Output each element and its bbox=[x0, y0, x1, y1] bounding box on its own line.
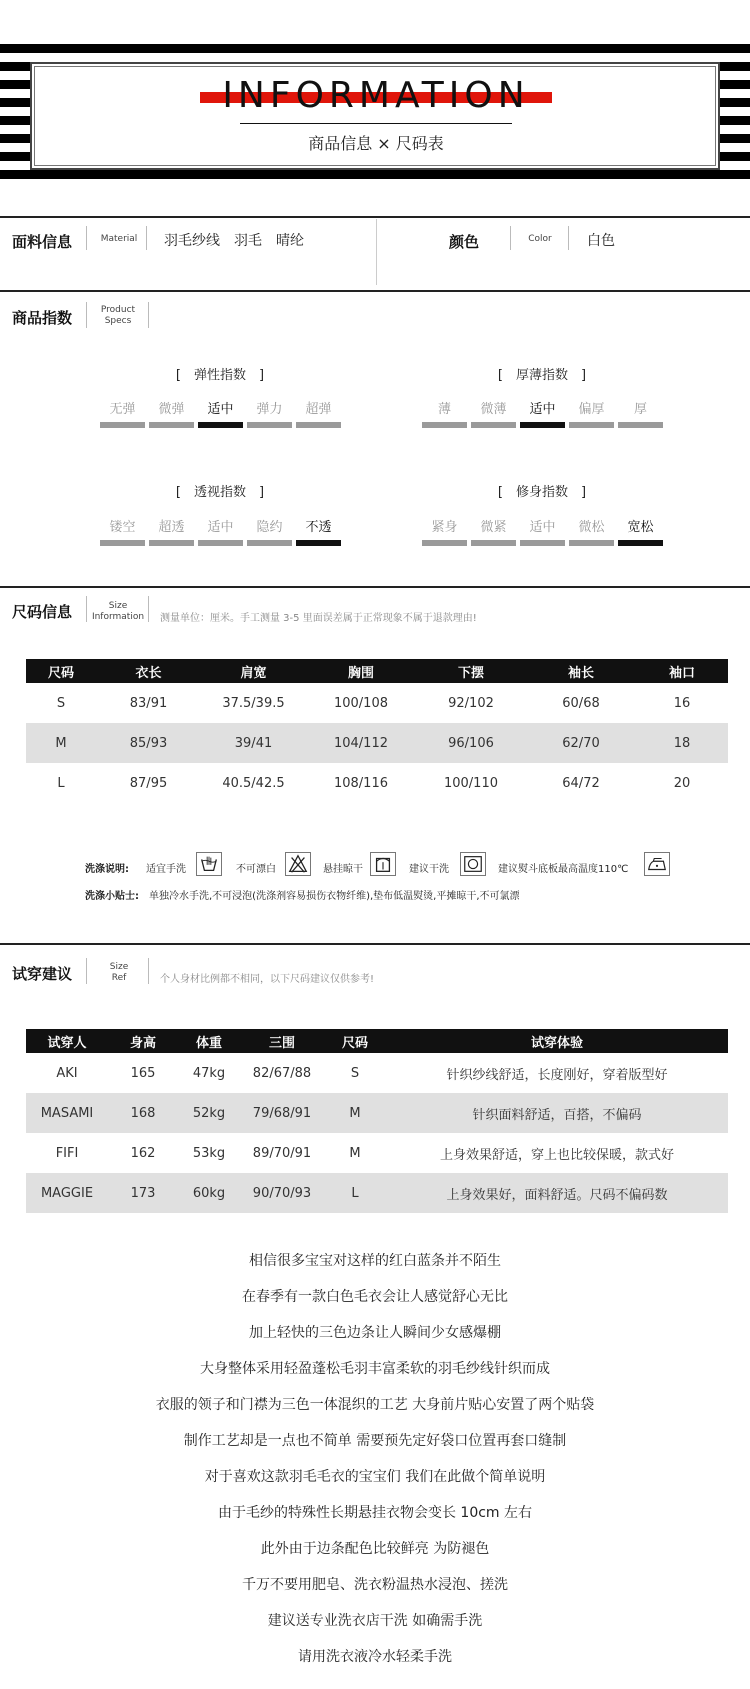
divider bbox=[86, 302, 87, 328]
table-cell: 162 bbox=[130, 1145, 156, 1161]
table-cell: MASAMI bbox=[26, 1093, 108, 1133]
table-cell: 108/116 bbox=[333, 775, 388, 791]
care-item-hand-wash: 适宜手洗 bbox=[146, 864, 186, 875]
scale-option-label: 弹力 bbox=[256, 402, 283, 417]
care-label: 洗涤说明: bbox=[85, 864, 129, 875]
divider bbox=[0, 943, 750, 945]
try-on-table bbox=[26, 1029, 728, 1213]
description-line: 制作工艺却是一点也不简单 需要预先定好袋口位置再套口缝制 bbox=[183, 1433, 567, 1449]
scale-bar bbox=[149, 422, 194, 428]
scale-bar bbox=[149, 540, 194, 546]
scale-bar bbox=[422, 540, 467, 546]
table-cell: M bbox=[26, 723, 96, 763]
table-cell: 100/110 bbox=[443, 775, 498, 791]
table-cell: 上身效果好，面料舒适。尺码不偏码数 bbox=[386, 1173, 728, 1213]
scale-option bbox=[569, 398, 614, 428]
scale-option-label: 厚 bbox=[633, 402, 647, 417]
scale-option-label: 微松 bbox=[578, 520, 605, 535]
scale-option-label: 微弹 bbox=[158, 402, 185, 417]
scale-bar bbox=[247, 540, 292, 546]
divider bbox=[86, 958, 87, 984]
table-cell: 针织纱线舒适，长度刚好，穿着版型好 bbox=[446, 1067, 668, 1083]
scale-bar bbox=[100, 422, 145, 428]
scale-option-label: 适中 bbox=[529, 520, 556, 535]
scale-option bbox=[149, 398, 194, 428]
scale-option-label: 超弹 bbox=[305, 402, 332, 417]
scale-option-label: 微薄 bbox=[480, 402, 507, 417]
scale-bar bbox=[422, 422, 467, 428]
table-cell: FIFI bbox=[55, 1145, 79, 1161]
table-cell: 39/41 bbox=[201, 723, 306, 763]
table-cell: L bbox=[57, 775, 65, 791]
fit-title: [ 修身指数 ] bbox=[497, 485, 587, 500]
scale-option-label: 不透 bbox=[305, 520, 332, 535]
scale-bar bbox=[520, 422, 565, 428]
description-line: 由于毛纱的特殊性长期悬挂衣物会变长 10cm 左右 bbox=[217, 1505, 533, 1521]
scale-option-label: 偏厚 bbox=[578, 402, 605, 417]
description-line: 千万不要用肥皂、洗衣粉温热水浸泡、搓洗 bbox=[242, 1577, 508, 1593]
table-cell: 89/70/91 bbox=[252, 1145, 312, 1161]
table-cell: 针织面料舒适，百搭，不偏码 bbox=[386, 1093, 728, 1133]
scale-option bbox=[520, 516, 565, 546]
product-index-label-en: Product Specs bbox=[100, 305, 136, 326]
table-cell: 上身效果舒适，穿上也比较保暖，款式好 bbox=[439, 1147, 674, 1163]
table-cell: 87/95 bbox=[129, 775, 168, 791]
scale-bar bbox=[296, 540, 341, 546]
scale-option bbox=[618, 516, 663, 546]
scale-option bbox=[569, 516, 614, 546]
table-cell: 47kg bbox=[192, 1065, 226, 1081]
color-label-en: Color bbox=[528, 234, 552, 244]
size-info-label: 尺码信息 bbox=[12, 603, 73, 621]
table-cell: 52kg bbox=[178, 1093, 240, 1133]
divider bbox=[86, 226, 87, 250]
care-item-no-bleach: 不可漂白 bbox=[236, 864, 276, 875]
table-row bbox=[26, 1053, 728, 1093]
column-header: 试穿人 bbox=[26, 1029, 108, 1053]
table-cell: 40.5/42.5 bbox=[222, 775, 285, 791]
size-table-header bbox=[26, 659, 728, 683]
table-cell: M bbox=[349, 1145, 361, 1161]
table-cell: 85/93 bbox=[96, 723, 201, 763]
table-row bbox=[26, 723, 728, 763]
table-row bbox=[26, 1093, 728, 1133]
scale-option bbox=[198, 398, 243, 428]
scale-option bbox=[247, 398, 292, 428]
divider bbox=[510, 226, 511, 250]
table-row bbox=[26, 763, 728, 803]
size-info-note: 测量单位：厘米。手工测量 3-5 里面误差属于正常现象不属于退款理由! bbox=[160, 613, 477, 624]
table-cell: 83/91 bbox=[129, 695, 168, 711]
column-header: 体重 bbox=[178, 1029, 240, 1053]
scale-option-label: 宽松 bbox=[627, 520, 654, 535]
column-header: 尺码 bbox=[26, 659, 96, 683]
size-info-label-en: Size Information bbox=[91, 601, 145, 622]
table-row bbox=[26, 683, 728, 723]
table-cell: AKI bbox=[56, 1065, 78, 1081]
divider bbox=[148, 958, 149, 984]
table-cell: 100/108 bbox=[333, 695, 388, 711]
column-header: 尺码 bbox=[324, 1029, 386, 1053]
divider bbox=[86, 596, 87, 622]
description-line: 在春季有一款白色毛衣会让人感觉舒心无比 bbox=[242, 1289, 508, 1305]
iron-icon bbox=[644, 852, 670, 876]
thickness-title: [ 厚薄指数 ] bbox=[497, 368, 587, 383]
elasticity-title: [ 弹性指数 ] bbox=[175, 368, 265, 383]
scale-bar bbox=[569, 540, 614, 546]
column-header: 三围 bbox=[240, 1029, 324, 1053]
table-cell: 64/72 bbox=[562, 775, 600, 791]
column-header: 肩宽 bbox=[201, 659, 306, 683]
scale-option bbox=[296, 516, 341, 546]
material-label: 面料信息 bbox=[12, 233, 73, 251]
table-cell: 173 bbox=[108, 1173, 178, 1213]
description-line: 此外由于边条配色比较鲜亮 为防褪色 bbox=[260, 1541, 490, 1557]
divider bbox=[148, 596, 149, 622]
divider bbox=[0, 216, 750, 218]
table-cell: 79/68/91 bbox=[240, 1093, 324, 1133]
scale-bar bbox=[198, 422, 243, 428]
scale-option-label: 镂空 bbox=[109, 520, 136, 535]
table-cell: 82/67/88 bbox=[252, 1065, 312, 1081]
scale-option-label: 微紧 bbox=[480, 520, 507, 535]
dry-clean-icon bbox=[460, 852, 486, 876]
column-header: 袖长 bbox=[526, 659, 636, 683]
hang-dry-icon bbox=[370, 852, 396, 876]
scale-option bbox=[296, 398, 341, 428]
scale-bar bbox=[618, 422, 663, 428]
table-cell: 16 bbox=[673, 695, 691, 711]
description-line: 建议送专业洗衣店干洗 如确需手洗 bbox=[267, 1613, 483, 1629]
page-subtitle: 商品信息 × 尺码表 bbox=[308, 134, 444, 153]
scale-option-label: 薄 bbox=[437, 402, 451, 417]
table-cell: L bbox=[324, 1173, 386, 1213]
table-cell: 90/70/93 bbox=[240, 1173, 324, 1213]
scale-bar bbox=[520, 540, 565, 546]
scale-option bbox=[471, 398, 516, 428]
product-index-label: 商品指数 bbox=[12, 309, 73, 327]
table-cell: 92/102 bbox=[448, 695, 494, 711]
color-label: 颜色 bbox=[449, 233, 480, 251]
scale-option-label: 超透 bbox=[158, 520, 185, 535]
column-header: 胸围 bbox=[306, 659, 416, 683]
scale-option bbox=[422, 516, 467, 546]
scale-bar bbox=[471, 422, 516, 428]
table-cell: 62/70 bbox=[526, 723, 636, 763]
scale-bar bbox=[100, 540, 145, 546]
table-cell: 37.5/39.5 bbox=[222, 695, 285, 711]
scale-option-label: 适中 bbox=[207, 402, 234, 417]
page-title: INFORMATION bbox=[222, 75, 530, 116]
scale-option bbox=[471, 516, 516, 546]
scale-option bbox=[149, 516, 194, 546]
table-cell: 18 bbox=[636, 723, 728, 763]
scale-option bbox=[247, 516, 292, 546]
scale-option bbox=[100, 516, 145, 546]
divider bbox=[376, 219, 377, 285]
table-cell: 104/112 bbox=[306, 723, 416, 763]
scale-option-label: 无弹 bbox=[109, 402, 136, 417]
material-value: 羽毛纱线 羽毛 晴纶 bbox=[164, 233, 304, 249]
scale-bar bbox=[198, 540, 243, 546]
divider bbox=[568, 226, 569, 250]
column-header: 袖口 bbox=[636, 659, 728, 683]
table-cell: S bbox=[350, 1065, 360, 1081]
title-underline bbox=[240, 123, 512, 124]
table-cell: S bbox=[56, 695, 66, 711]
table-cell: M bbox=[324, 1093, 386, 1133]
try-on-label: 试穿建议 bbox=[12, 965, 73, 983]
description-line: 衣服的领子和门襟为三色一体混织的工艺 大身前片贴心安置了两个贴袋 bbox=[155, 1397, 595, 1413]
try-on-label-en: Size Ref bbox=[109, 962, 129, 983]
care-tips: 单独冷水手洗,不可浸泡(洗涤剂容易损伤衣物纤维),垫布低温熨烫,平摊晾干,不可氯漂 bbox=[149, 891, 520, 902]
column-header: 试穿体验 bbox=[386, 1029, 728, 1053]
description-line: 大身整体采用轻盈蓬松毛羽丰富柔软的羽毛纱线针织而成 bbox=[200, 1361, 550, 1377]
column-header: 身高 bbox=[108, 1029, 178, 1053]
try-on-note: 个人身材比例都不相同，以下尺码建议仅供参考! bbox=[160, 974, 375, 985]
scale-option bbox=[422, 398, 467, 428]
scale-bar bbox=[247, 422, 292, 428]
description-line: 相信很多宝宝对这样的红白蓝条并不陌生 bbox=[249, 1253, 501, 1269]
size-table bbox=[26, 659, 728, 803]
scale-option bbox=[520, 398, 565, 428]
divider bbox=[146, 226, 147, 250]
divider bbox=[0, 290, 750, 292]
scale-option-label: 紧身 bbox=[431, 520, 458, 535]
table-cell: 53kg bbox=[192, 1145, 226, 1161]
table-cell: 165 bbox=[130, 1065, 156, 1081]
scale-option-label: 适中 bbox=[529, 402, 556, 417]
care-item-dry-clean: 建议干洗 bbox=[409, 864, 449, 875]
table-cell: 60kg bbox=[178, 1173, 240, 1213]
column-header: 下摆 bbox=[416, 659, 526, 683]
transparency-title: [ 透视指数 ] bbox=[175, 485, 265, 500]
color-value: 白色 bbox=[587, 233, 615, 249]
no-bleach-icon bbox=[285, 852, 311, 876]
table-cell: 60/68 bbox=[562, 695, 600, 711]
description-line: 对于喜欢这款羽毛毛衣的宝宝们 我们在此做个简单说明 bbox=[204, 1469, 546, 1485]
scale-option-label: 适中 bbox=[207, 520, 234, 535]
scale-bar bbox=[296, 422, 341, 428]
table-cell: 20 bbox=[673, 775, 691, 791]
divider bbox=[0, 586, 750, 588]
scale-option-label: 隐约 bbox=[256, 520, 283, 535]
try-on-table-header bbox=[26, 1029, 728, 1053]
care-item-iron: 建议熨斗底板最高温度110℃ bbox=[498, 864, 629, 875]
scale-bar bbox=[618, 540, 663, 546]
column-header: 衣长 bbox=[96, 659, 201, 683]
material-label-en: Material bbox=[100, 234, 138, 244]
description-line: 请用洗衣液冷水轻柔手洗 bbox=[298, 1649, 452, 1665]
scale-bar bbox=[471, 540, 516, 546]
scale-option bbox=[100, 398, 145, 428]
scale-bar bbox=[569, 422, 614, 428]
description-line: 加上轻快的三色边条让人瞬间少女感爆棚 bbox=[249, 1325, 501, 1341]
hand-wash-icon bbox=[196, 852, 222, 876]
divider bbox=[148, 302, 149, 328]
table-cell: 168 bbox=[108, 1093, 178, 1133]
scale-option bbox=[198, 516, 243, 546]
care-tips-label: 洗涤小贴士: bbox=[85, 891, 139, 902]
table-cell: 96/106 bbox=[416, 723, 526, 763]
table-row bbox=[26, 1173, 728, 1213]
care-item-hang-dry: 悬挂晾干 bbox=[323, 864, 363, 875]
table-cell: MAGGIE bbox=[26, 1173, 108, 1213]
table-row bbox=[26, 1133, 728, 1173]
scale-option bbox=[618, 398, 663, 428]
